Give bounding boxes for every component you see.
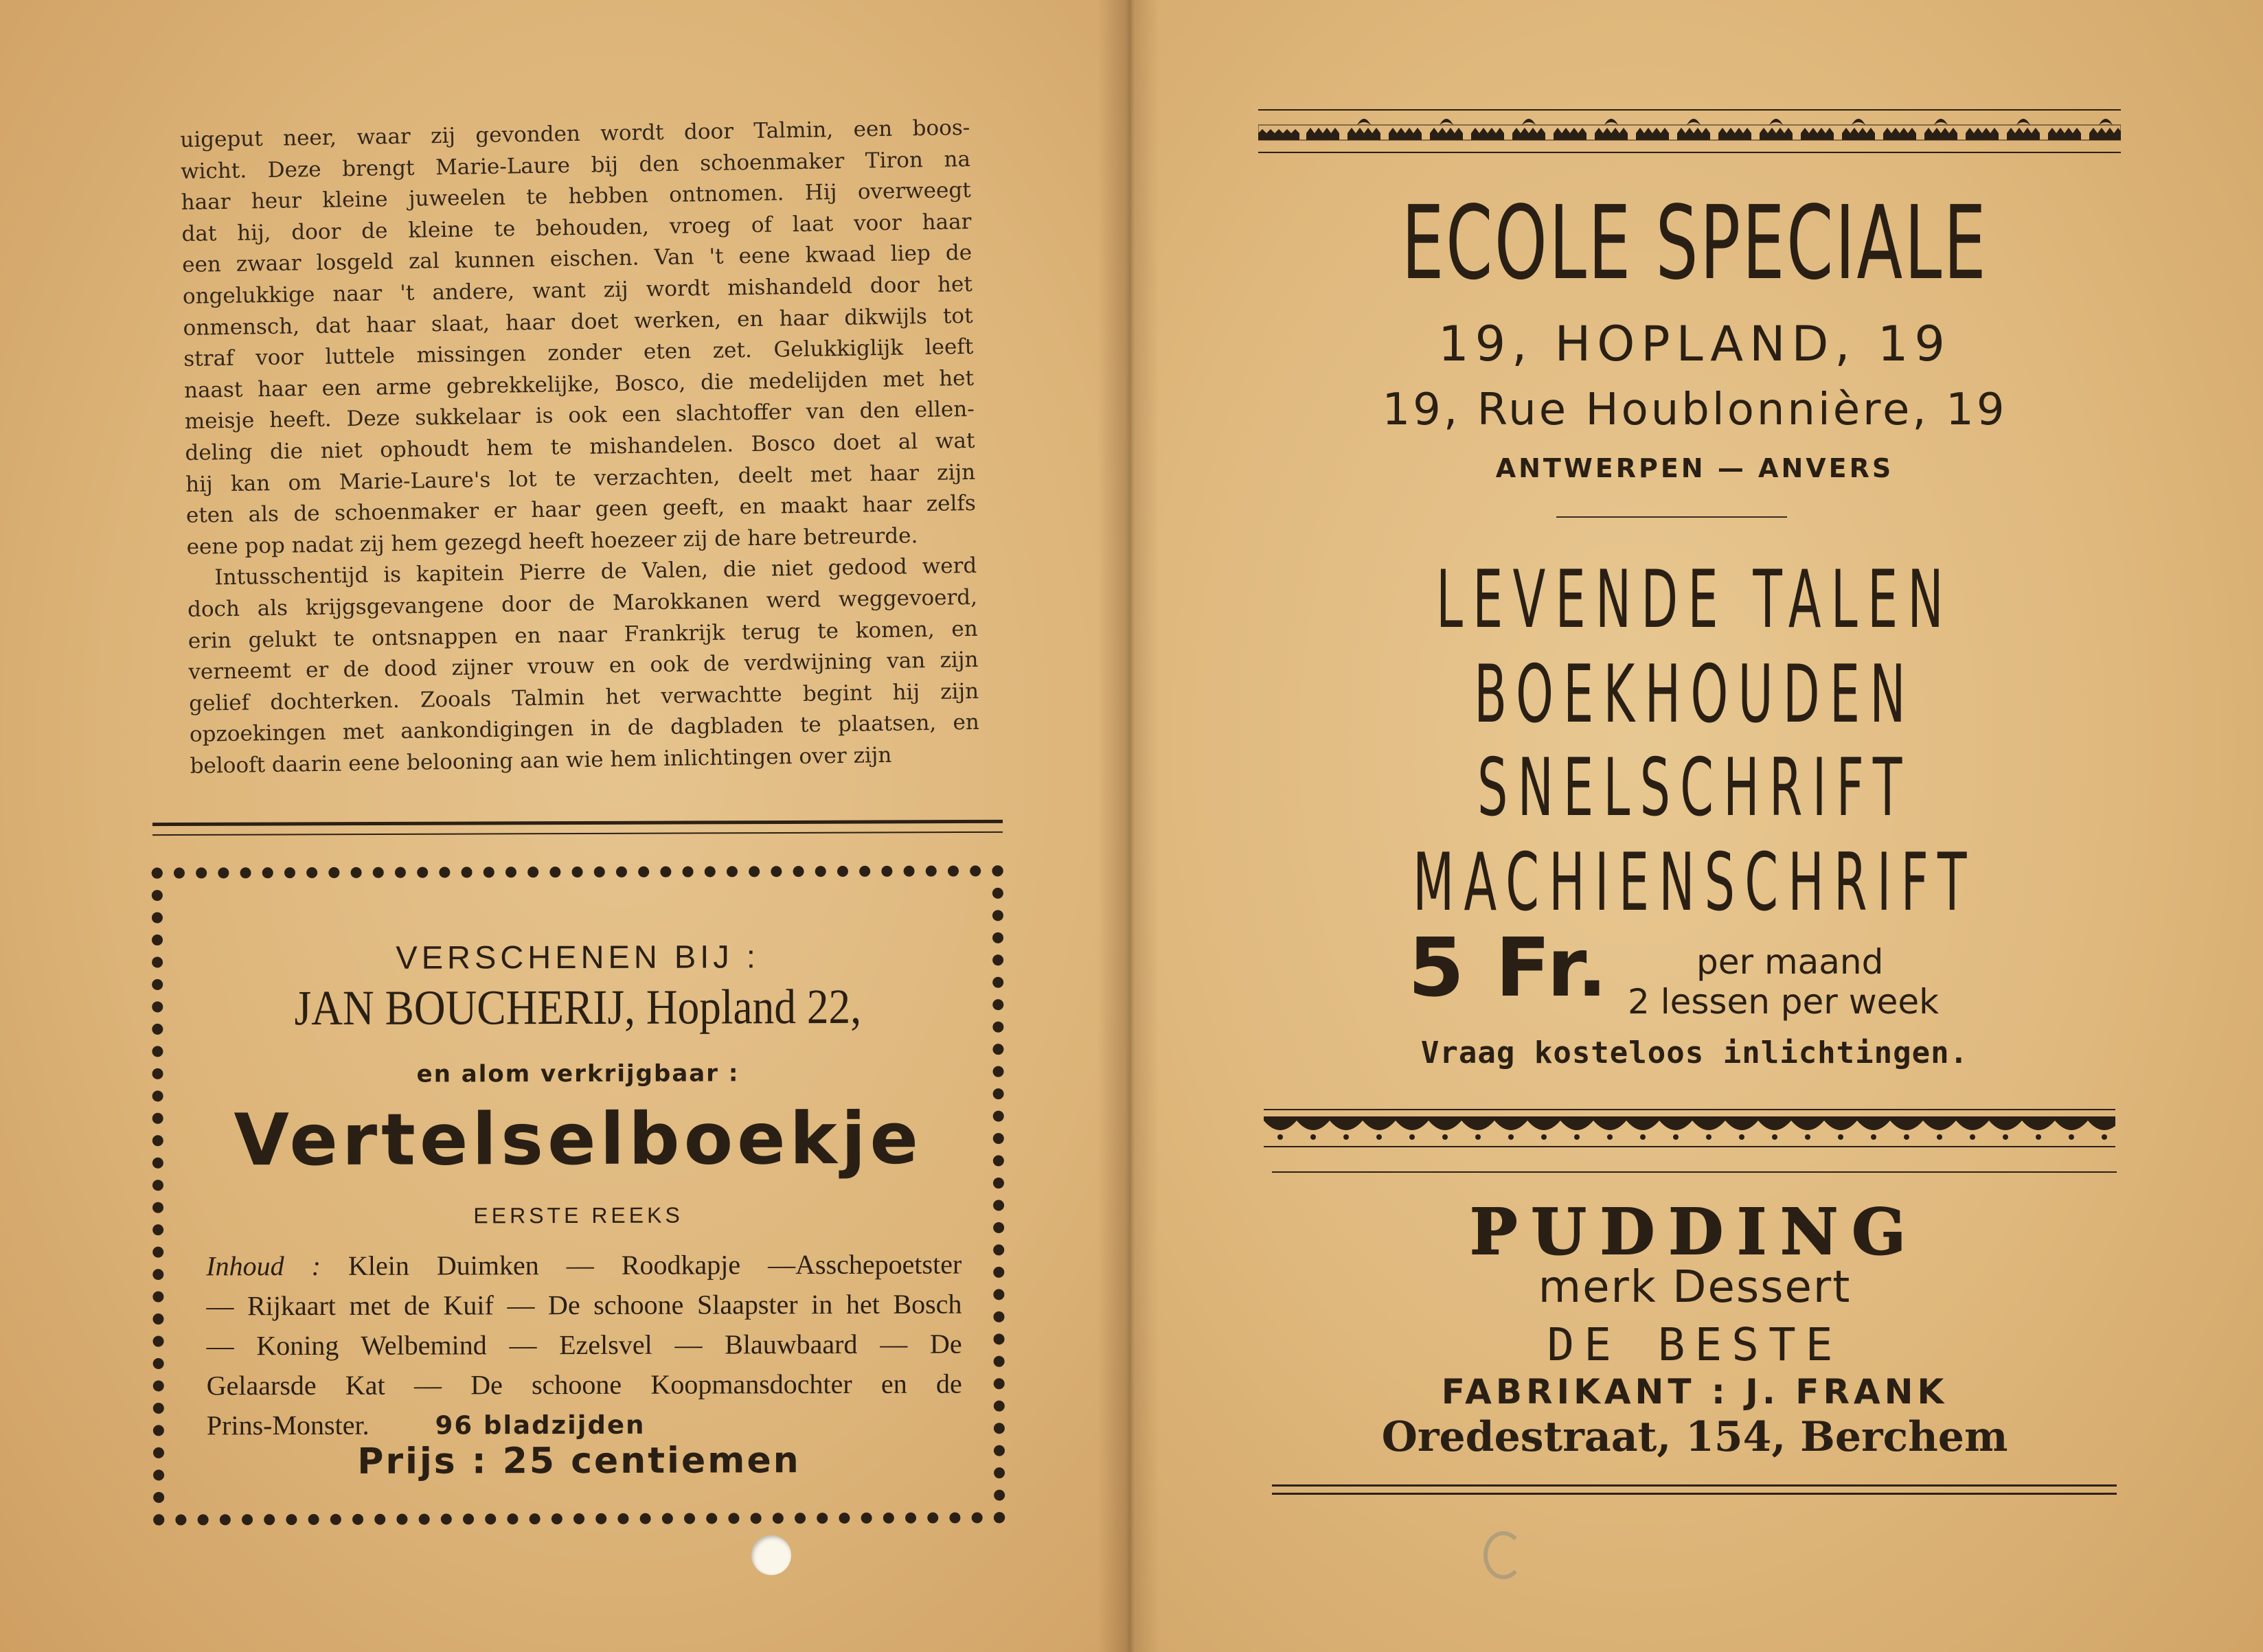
story-line: wicht. Deze brengt Marie-Laure bij den schoenmaker Tiron na (180, 146, 971, 184)
fee-period: per maand (1696, 942, 1884, 982)
ornamental-border-top (1258, 107, 2121, 155)
pudding-address: Oredestraat, 154, Berchem (1381, 1413, 2008, 1461)
story-line: een zwaar losgeld zal kunnen eischen. Van 't eene kwaad liep de (181, 240, 973, 278)
punch-hole (751, 1535, 791, 1575)
story-line: eene pop nadat zij hem gezegd heeft hoezeer zij de hare betreurde. (186, 523, 918, 560)
contents-line: — Rijkaart met de Kuif — De schoone Slaapster in het Bosch (206, 1288, 962, 1322)
info-request: Vraag kosteloos inlichtingen. (1420, 1035, 1969, 1070)
course-item: BOEKHOUDEN (1474, 648, 1915, 741)
pudding-slogan: DE BESTE (1547, 1318, 1843, 1371)
story-line: eten als de schoenmaker er haar geen geeft, en maakt haar zelfs (185, 490, 977, 529)
advert-price: Prijs : 25 centiemen (357, 1440, 801, 1482)
story-line: Intusschentijd is kapitein Pierre de Valen, die niet gedood werd (214, 553, 977, 590)
course-fee: 5 Fr. (1408, 920, 1609, 1015)
story-line: erin gelukt te ontsnappen en naar Frankrijk terug te komen, en (187, 616, 978, 654)
story-line: verneemt er de dood zijner vrouw en ook de verdwijning van zijn (188, 647, 979, 685)
advert-contents (206, 1245, 962, 1447)
course-item: MACHIENSCHRIFT (1413, 836, 1977, 929)
short-divider (1556, 516, 1787, 518)
advert-publisher: JAN BOUCHERIJ, Hopland 22, (294, 978, 862, 1036)
pudding-bottom-rule (1272, 1484, 2117, 1495)
fee-lessons: 2 lessen per week (1628, 982, 1940, 1022)
pudding-top-rule (1272, 1171, 2117, 1173)
story-line: deling die niet ophoudt hem te mishandelen. Bosco doet al wat (185, 428, 975, 466)
pudding-maker: FABRIKANT : J. FRANK (1441, 1372, 1948, 1412)
contents-line: Gelaarsde Kat — De schoone Koopmansdochter en de (206, 1368, 962, 1401)
contents-label: Inhoud : (206, 1250, 321, 1282)
story-line: ongelukkige naar 't andere, want zij wordt mishandeld door het (182, 271, 973, 309)
contents-line: — Koning Welbemind — Ezelsvel — Blauwbaard — De (206, 1328, 962, 1362)
story-line: dat hij, door de kleine te behouden, vroeg of laat voor haar (181, 209, 972, 246)
advert-published-by: VERSCHENEN BIJ : (396, 938, 760, 976)
advert-availability: en alom verkrijgbaar : (416, 1059, 740, 1088)
advert-page-count: 96 bladzijden (435, 1410, 646, 1441)
story-line: haar heur kleine juweelen te hebben ontnomen. Hij overweegt (181, 178, 971, 216)
story-line: naast haar een arme gebrekkelijke, Bosco, die medelijden met het (183, 365, 975, 403)
left-page (0, 0, 1126, 1652)
story-line: onmensch, dat haar slaat, haar doet werken, en haar dikwijls tot (183, 303, 973, 341)
advert-book-title: Vertelselboekje (234, 1096, 923, 1182)
book-advert-box (152, 865, 1005, 1525)
ornamental-border-middle (1264, 1107, 2115, 1149)
course-item: LEVENDE TALEN (1436, 553, 1953, 646)
pudding-title: PUDDING (1470, 1195, 1920, 1269)
school-city: ANTWERPEN — ANVERS (1495, 453, 1894, 483)
school-address-nl: 19, HOPLAND, 19 (1438, 316, 1951, 372)
story-line: straf voor luttele missingen zonder eten zet. Gelukkiglijk leeft (183, 334, 974, 372)
advert-series: EERSTE REEKS (473, 1202, 683, 1228)
book-gutter (1098, 0, 1159, 1652)
course-item: SNELSCHRIFT (1477, 742, 1912, 834)
pudding-brand: merk Dessert (1538, 1262, 1852, 1313)
story-line: opzoekingen met aankondigingen in de dagbladen te plaatsen, en (189, 710, 980, 748)
school-address-fr: 19, Rue Houblonnière, 19 (1382, 385, 2008, 435)
story-line: uigeput neer, waar zij gevonden wordt door Talmin, een boos- (180, 115, 970, 152)
right-page (1126, 0, 2263, 1652)
story-line: belooft daarin eene belooning aan wie hem inlichtingen over zijn (190, 742, 892, 779)
contents-line: Prins-Monster. 96 bladzijden (206, 1409, 646, 1441)
section-divider (152, 820, 1003, 836)
story-line: hij kan om Marie-Laure's lot te verzachten, deelt met haar zijn (185, 459, 976, 497)
school-name: ECOLE SPECIALE (1401, 184, 1988, 302)
story-text (180, 113, 980, 782)
staple-mark (1483, 1531, 1523, 1579)
story-line: meisje heeft. Deze sukkelaar is ook een slachtoffer van den ellen- (184, 397, 975, 435)
story-line: gelief dochterken. Zooals Talmin het verwachtte begint hij zijn (188, 678, 979, 716)
story-line: doch als krijgsgevangene door de Marokkanen werd weggevoerd, (187, 584, 978, 622)
contents-line: Inhoud : Klein Duimken — Roodkapje —Asschepoetster (206, 1248, 962, 1282)
